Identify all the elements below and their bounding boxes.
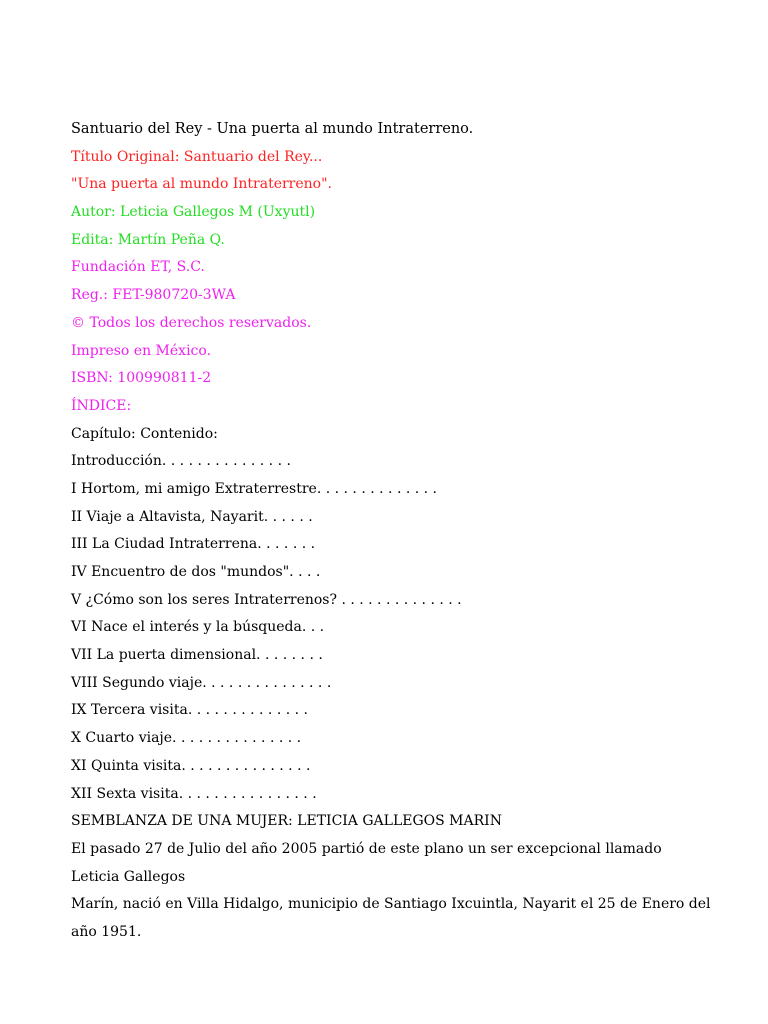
section-heading: SEMBLANZA DE UNA MUJER: LETICIA GALLEGOS MARIN bbox=[71, 813, 502, 830]
toc-item: II Viaje a Altavista, Nayarit. . . . . . bbox=[71, 508, 313, 525]
credit-author: Autor: Leticia Gallegos M (Uxyutl) bbox=[71, 204, 316, 221]
document-title: Santuario del Rey - Una puerta al mundo Intraterreno. bbox=[71, 121, 474, 137]
credit-editor: Edita: Martín Peña Q. bbox=[71, 231, 225, 248]
toc-item: VI Nace el interés y la búsqueda. . . bbox=[71, 619, 325, 636]
toc-item: X Cuarto viaje. . . . . . . . . . . . . . . bbox=[71, 730, 302, 747]
toc-item: Introducción. . . . . . . . . . . . . . . bbox=[71, 453, 291, 470]
credit-copyright: © Todos los derechos reservados. bbox=[71, 314, 312, 331]
toc-item: VII La puerta dimensional. . . . . . . . bbox=[71, 647, 323, 664]
document-page bbox=[71, 116, 711, 947]
toc-item: IX Tercera visita. . . . . . . . . . . . . . bbox=[71, 702, 308, 719]
toc-item: IV Encuentro de dos "mundos". . . . bbox=[71, 564, 321, 580]
credit-registration: Reg.: FET-980720-3WA bbox=[71, 287, 236, 304]
toc-item: V ¿Cómo son los seres Intraterrenos? . . . . . . . . . . . . . . bbox=[71, 591, 462, 608]
body-paragraph: El pasado 27 de Julio del año 2005 partió de este plano un ser excepcional llamado Leticia Gallegos bbox=[71, 840, 662, 885]
body-paragraph: Marín, nació en Villa Hidalgo, municipio de Santiago Ixcuintla, Nayarit el 25 de Enero del año 1951. bbox=[71, 896, 711, 940]
credit-isbn: ISBN: 100990811-2 bbox=[71, 370, 212, 387]
index-heading: ÍNDICE: bbox=[71, 397, 132, 414]
toc-header: Capítulo: Contenido: bbox=[71, 425, 218, 442]
toc-item: III La Ciudad Intraterrena. . . . . . . bbox=[71, 536, 316, 553]
toc-item: XII Sexta visita. . . . . . . . . . . . . . . . bbox=[71, 785, 317, 802]
credit-subtitle: "Una puerta al mundo Intraterreno". bbox=[71, 176, 332, 193]
credit-foundation: Fundación ET, S.C. bbox=[71, 259, 205, 276]
toc-item: XI Quinta visita. . . . . . . . . . . . . . . bbox=[71, 757, 311, 774]
credit-printed: Impreso en México. bbox=[71, 342, 212, 359]
toc-item: I Hortom, mi amigo Extraterrestre. . . . . . . . . . . . . . bbox=[71, 480, 437, 497]
toc-item: VIII Segundo viaje. . . . . . . . . . . . . . . bbox=[71, 674, 332, 691]
credit-original-title: Título Original: Santuario del Rey... bbox=[71, 148, 323, 165]
